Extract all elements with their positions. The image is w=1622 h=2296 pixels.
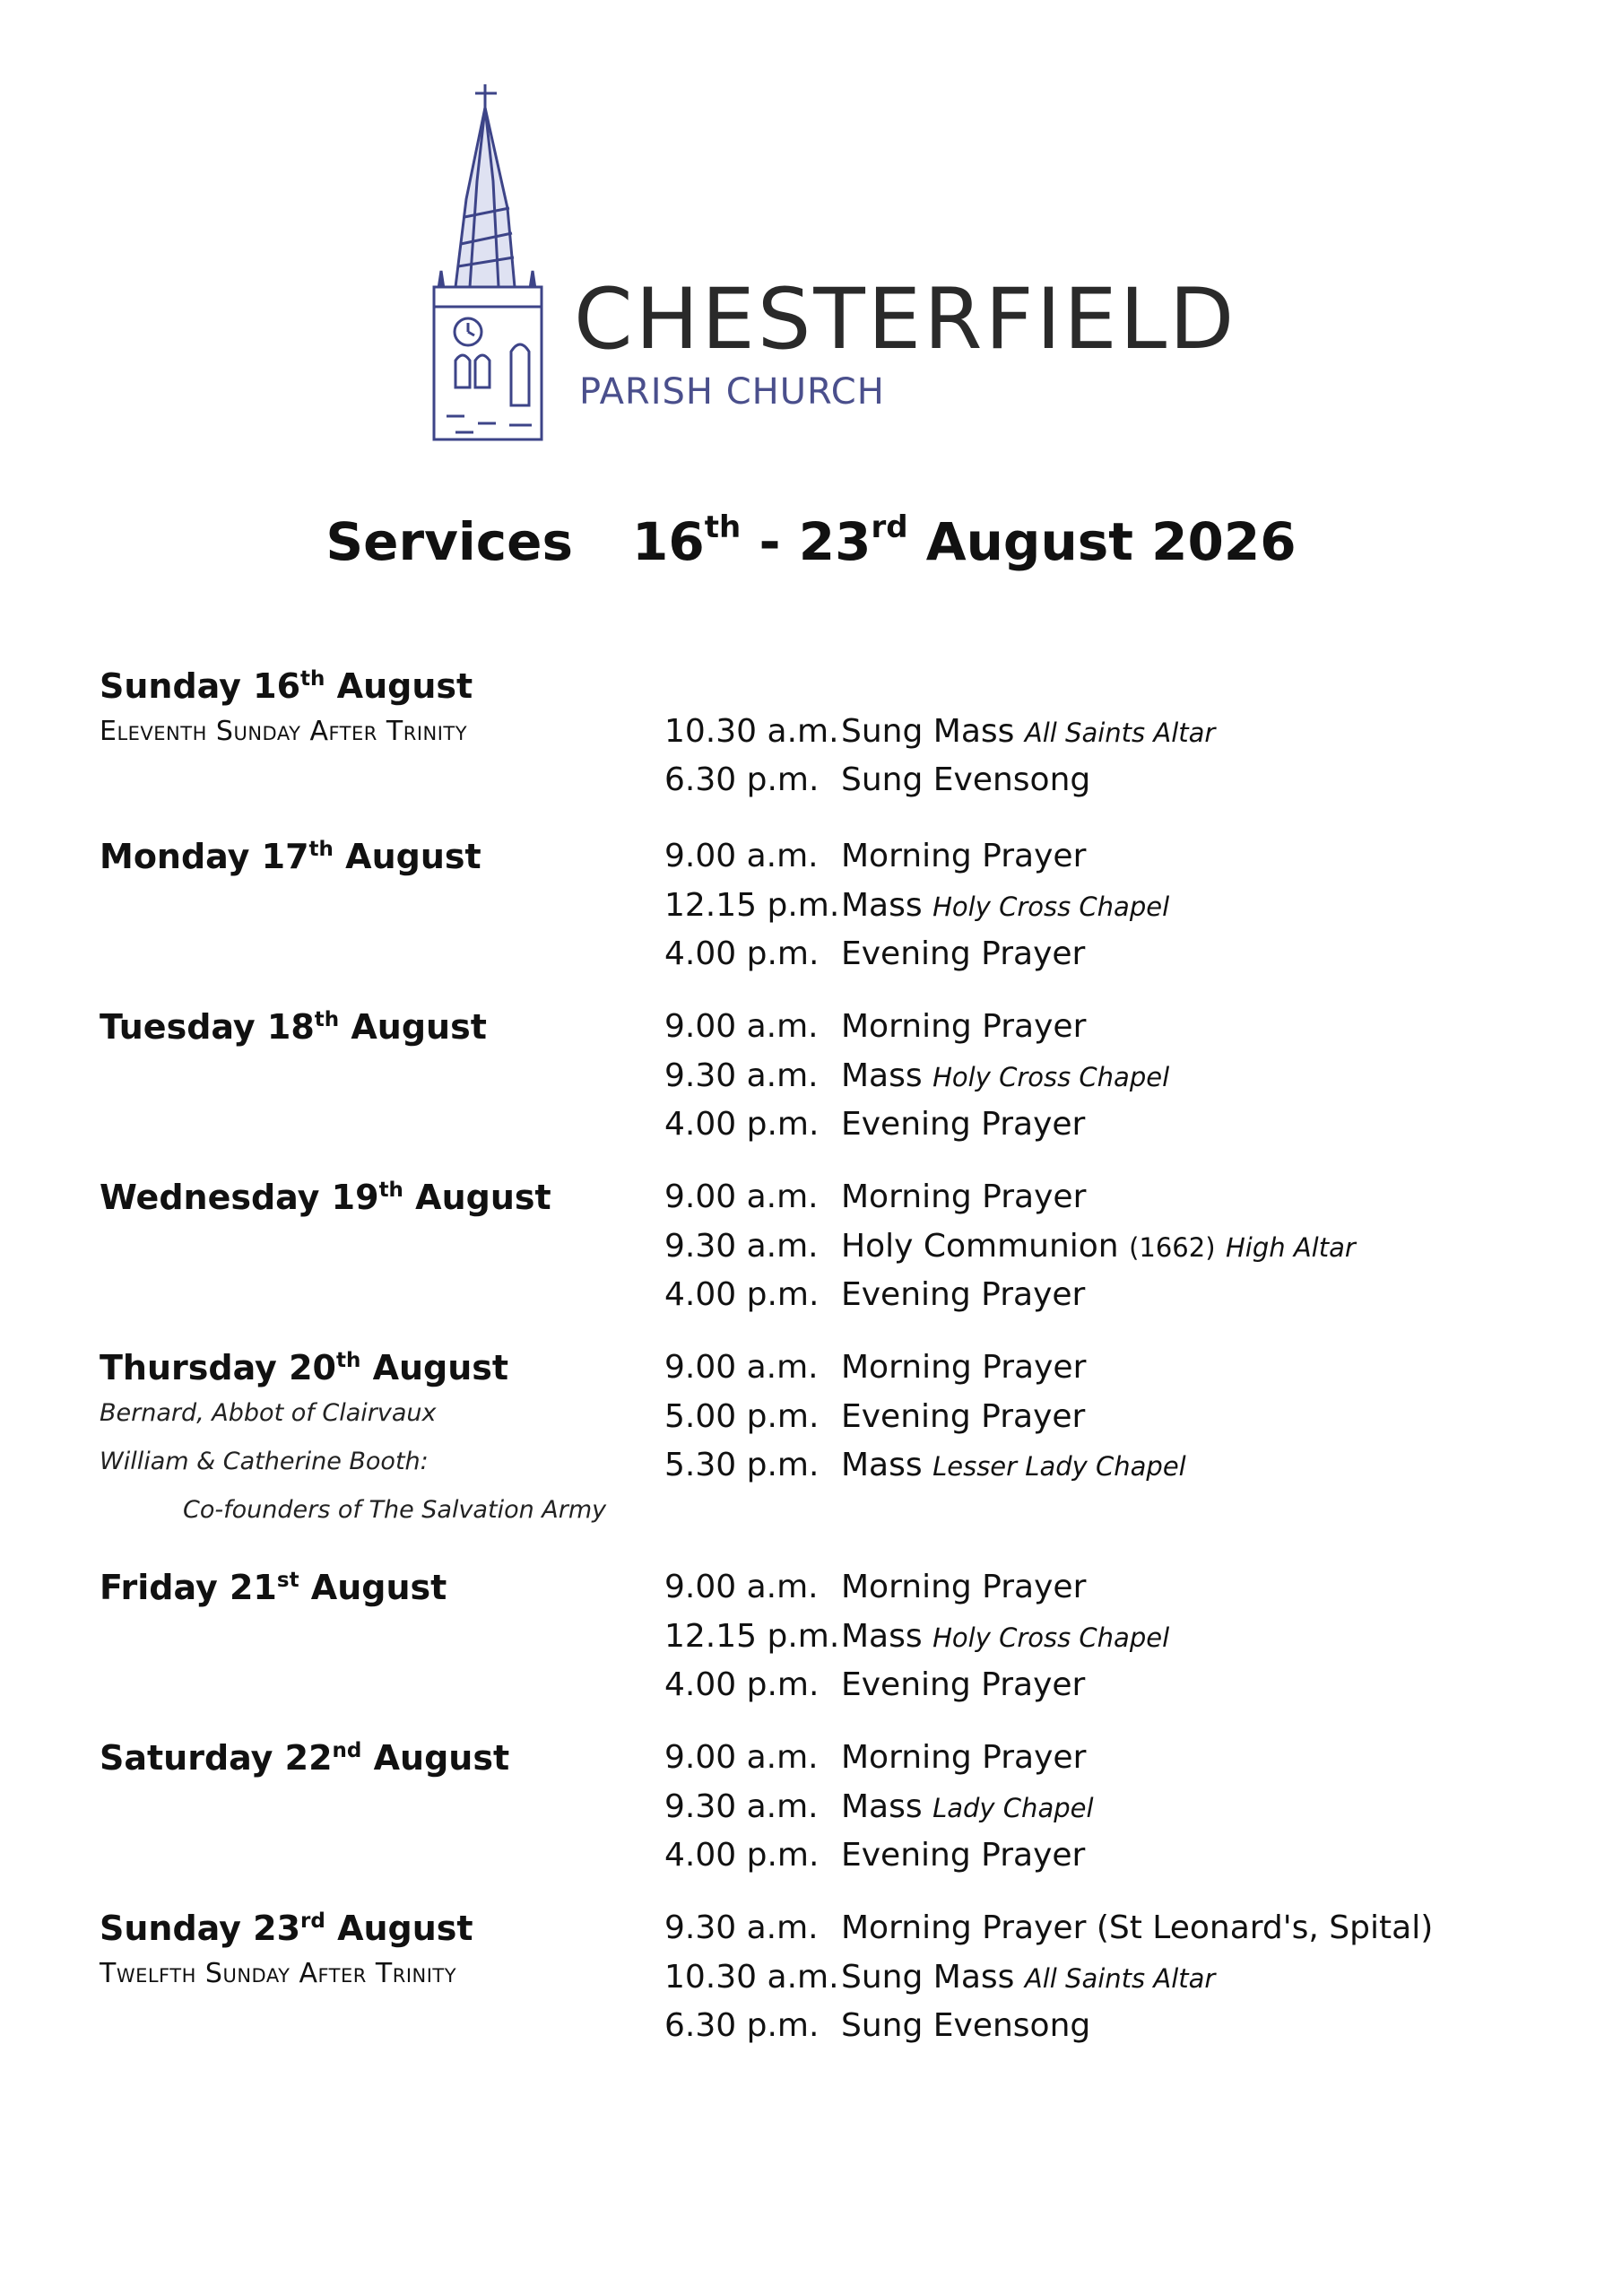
service-row <box>0 1052 1622 1100</box>
day-suffix: th <box>335 1349 361 1372</box>
month: August <box>373 1738 510 1778</box>
service-description <box>841 1661 1085 1709</box>
service-name: Evening Prayer <box>841 935 1086 972</box>
title-label: Services <box>325 511 574 572</box>
service-time: 9.00 a.m. <box>664 1739 819 1776</box>
service-description <box>841 1052 1169 1101</box>
month: August <box>372 1348 509 1387</box>
observance-note: Bernard, Abbot of Clairvaux <box>100 1399 437 1427</box>
day-number: 16 <box>253 666 301 706</box>
service-name: Mass <box>841 1057 923 1094</box>
service-name: Morning Prayer <box>841 1008 1087 1045</box>
weekday: Monday <box>100 837 250 876</box>
day-suffix: rd <box>300 1909 325 1933</box>
service-time: 5.30 p.m. <box>664 1447 820 1483</box>
service-description <box>841 708 1215 757</box>
service-description <box>841 1441 1186 1491</box>
service-row <box>0 1100 1622 1149</box>
weekday: Sunday <box>100 666 241 706</box>
title-month-year: August 2026 <box>925 511 1297 572</box>
service-name: Morning Prayer <box>841 1349 1087 1386</box>
observance-note: Co-founders of The Salvation Army <box>183 1496 607 1524</box>
service-description <box>841 1734 1086 1782</box>
service-name: Evening Prayer <box>841 1276 1086 1313</box>
service-row <box>0 1661 1622 1709</box>
logo-wordmark: CHESTERFIELD <box>574 271 1237 369</box>
service-location: High Altar <box>1225 1232 1356 1263</box>
service-time: 4.00 p.m. <box>664 1106 820 1143</box>
service-description <box>841 2002 1090 2050</box>
service-time: 9.30 a.m. <box>664 1788 819 1825</box>
service-time: 4.00 p.m. <box>664 935 820 972</box>
service-location: Holy Cross Chapel <box>932 1062 1170 1092</box>
month: August <box>351 1007 487 1047</box>
service-time: 9.30 a.m. <box>664 1909 819 1946</box>
service-time: 6.30 p.m. <box>664 2007 820 2044</box>
service-description <box>841 1953 1215 2003</box>
page-title <box>0 509 1622 572</box>
service-description <box>841 1904 1433 1952</box>
day-number: 19 <box>331 1178 379 1217</box>
month: August <box>336 666 473 706</box>
service-row <box>0 1734 1622 1782</box>
service-row <box>0 2002 1622 2050</box>
service-description <box>841 1271 1085 1319</box>
service-description <box>841 1100 1085 1149</box>
service-row <box>0 1563 1622 1612</box>
service-description <box>841 1783 1094 1832</box>
observance-note: Twelfth Sunday After Trinity <box>100 1958 457 1989</box>
service-description <box>841 1003 1086 1051</box>
service-name: Sung Evensong <box>841 2007 1091 2044</box>
service-row <box>0 708 1622 756</box>
service-year: (1662) <box>1129 1232 1216 1263</box>
month: August <box>310 1568 447 1607</box>
service-name: Sung Mass <box>841 713 1015 750</box>
service-description <box>841 882 1169 931</box>
title-start-suffix: th <box>704 509 742 545</box>
title-end-day: 23 <box>798 511 872 572</box>
title-start-day: 16 <box>632 511 705 572</box>
day-suffix: th <box>300 667 325 691</box>
service-name: Morning Prayer (St Leonard's, Spital) <box>841 1909 1434 1946</box>
service-time: 12.15 p.m. <box>664 1618 840 1655</box>
service-description <box>841 832 1086 881</box>
service-name: Mass <box>841 1788 923 1825</box>
service-time: 4.00 p.m. <box>664 1666 820 1703</box>
parish-logo <box>429 83 1237 441</box>
day-suffix: th <box>378 1178 403 1202</box>
service-description <box>841 1831 1085 1880</box>
service-time: 4.00 p.m. <box>664 1276 820 1313</box>
service-location: All Saints Altar <box>1024 1963 1216 1994</box>
service-name: Sung Mass <box>841 1959 1015 1996</box>
service-row <box>0 756 1622 804</box>
service-time: 9.00 a.m. <box>664 1569 819 1605</box>
service-row <box>0 1613 1622 1661</box>
weekday: Wednesday <box>100 1178 320 1217</box>
service-description <box>841 1173 1086 1222</box>
day-number: 20 <box>289 1348 336 1387</box>
service-name: Mass <box>841 1618 923 1655</box>
service-name: Morning Prayer <box>841 1739 1087 1776</box>
day-number: 22 <box>284 1738 333 1778</box>
service-description <box>841 756 1090 804</box>
service-description <box>841 1393 1085 1441</box>
service-row <box>0 1441 1622 1490</box>
service-row <box>0 1783 1622 1831</box>
day-number: 18 <box>266 1007 315 1047</box>
service-description <box>841 1344 1086 1392</box>
month: August <box>345 837 481 876</box>
service-row <box>0 1173 1622 1222</box>
service-location: Lesser Lady Chapel <box>932 1451 1186 1482</box>
service-description <box>841 1563 1086 1612</box>
service-row <box>0 1831 1622 1880</box>
day-suffix: th <box>314 1008 340 1031</box>
title-end-suffix: rd <box>871 509 908 545</box>
service-time: 10.30 a.m. <box>664 713 839 750</box>
day-suffix: st <box>276 1569 299 1592</box>
service-description <box>841 1613 1169 1662</box>
service-time: 9.00 a.m. <box>664 1178 819 1215</box>
service-name: Evening Prayer <box>841 1106 1086 1143</box>
service-location: Holy Cross Chapel <box>932 1622 1170 1653</box>
service-time: 5.00 p.m. <box>664 1398 820 1435</box>
day-number: 21 <box>229 1568 277 1607</box>
service-name: Morning Prayer <box>841 1178 1087 1215</box>
service-row <box>0 1271 1622 1319</box>
service-time: 9.30 a.m. <box>664 1057 819 1094</box>
service-time: 9.00 a.m. <box>664 1008 819 1045</box>
service-location: Holy Cross Chapel <box>932 891 1170 922</box>
service-name: Mass <box>841 887 923 924</box>
service-name: Morning Prayer <box>841 838 1087 874</box>
service-name: Evening Prayer <box>841 1837 1086 1874</box>
service-row <box>0 1222 1622 1271</box>
service-time: 9.00 a.m. <box>664 1349 819 1386</box>
weekday: Saturday <box>100 1738 273 1778</box>
weekday: Thursday <box>100 1348 277 1387</box>
logo-subtitle: PARISH CHURCH <box>579 371 885 413</box>
weekday: Tuesday <box>100 1007 256 1047</box>
service-location: All Saints Altar <box>1024 718 1216 748</box>
service-time: 12.15 p.m. <box>664 887 840 924</box>
service-location: Lady Chapel <box>932 1793 1094 1823</box>
month: August <box>415 1178 551 1217</box>
service-name: Morning Prayer <box>841 1569 1087 1605</box>
service-description <box>841 1222 1356 1272</box>
observance-note: Eleventh Sunday After Trinity <box>100 716 468 747</box>
day-suffix: th <box>308 838 334 861</box>
title-separator: - <box>759 511 781 572</box>
service-row <box>0 1904 1622 1952</box>
service-row <box>0 930 1622 978</box>
observance-note: William & Catherine Booth: <box>100 1448 429 1475</box>
service-name: Sung Evensong <box>841 761 1091 798</box>
service-name: Mass <box>841 1447 923 1483</box>
day-number: 23 <box>253 1909 301 1948</box>
service-row <box>0 1344 1622 1392</box>
service-time: 9.30 a.m. <box>664 1228 819 1265</box>
service-row <box>0 832 1622 881</box>
service-time: 6.30 p.m. <box>664 761 820 798</box>
service-name: Evening Prayer <box>841 1398 1086 1435</box>
service-row <box>0 1953 1622 2002</box>
service-time: 9.00 a.m. <box>664 838 819 874</box>
day-heading <box>100 662 473 710</box>
service-row <box>0 1003 1622 1051</box>
day-suffix: nd <box>332 1739 362 1762</box>
service-name: Holy Communion <box>841 1228 1119 1265</box>
weekday: Sunday <box>100 1909 241 1948</box>
crooked-spire-icon <box>429 83 572 441</box>
month: August <box>337 1909 473 1948</box>
service-time: 10.30 a.m. <box>664 1959 839 1996</box>
service-description <box>841 930 1085 978</box>
service-time: 4.00 p.m. <box>664 1837 820 1874</box>
day-number: 17 <box>261 837 309 876</box>
weekday: Friday <box>100 1568 218 1607</box>
service-row <box>0 1393 1622 1441</box>
service-row <box>0 882 1622 930</box>
service-name: Evening Prayer <box>841 1666 1086 1703</box>
